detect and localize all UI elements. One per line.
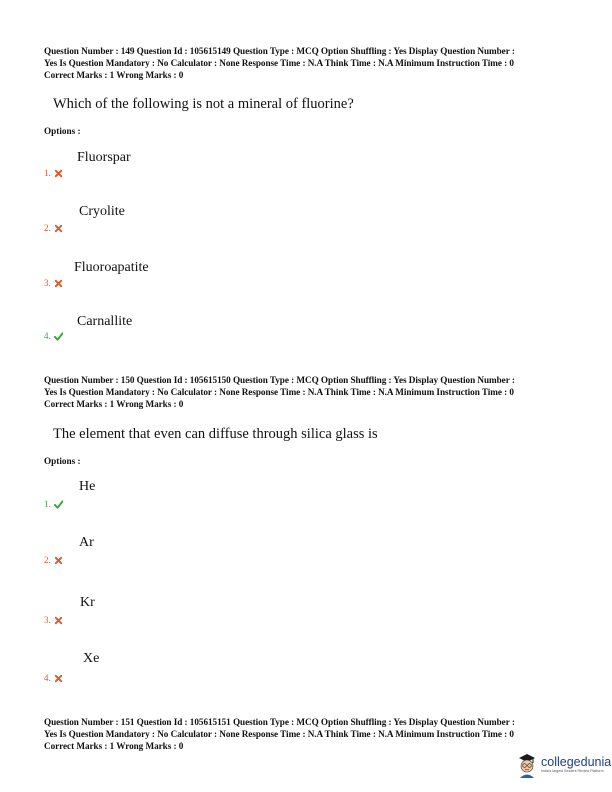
- question-151-meta: [44, 716, 574, 753]
- logo-name: collegedunia: [541, 755, 612, 769]
- meta-line: Question Number : 151 Question Id : 105615151 Question Type : MCQ Option Shuffling : Yes Display Question Number :: [44, 717, 515, 727]
- option-number: [44, 278, 63, 288]
- option-text: Kr: [80, 595, 95, 610]
- wrong-icon: [54, 556, 63, 565]
- option-number-label: 2.: [44, 555, 51, 565]
- option-number: [44, 555, 63, 565]
- option-number: [44, 331, 63, 341]
- wrong-icon: [54, 616, 63, 625]
- meta-line: Yes Is Question Mandatory : No Calculator : None Response Time : N.A Think Time : N.A Minimum Instruction Time : 0: [44, 729, 514, 740]
- options-label: Options :: [44, 126, 81, 136]
- option-text: He: [79, 479, 96, 494]
- wrong-icon: [54, 224, 63, 233]
- wrong-icon: [54, 674, 63, 683]
- option-number: [44, 615, 63, 625]
- meta-line: Question Number : 149 Question Id : 105615149 Question Type : MCQ Option Shuffling : Yes Display Question Number :: [44, 46, 515, 56]
- meta-line: Correct Marks : 1 Wrong Marks : 0: [44, 70, 184, 81]
- option-number: [44, 223, 63, 233]
- wrong-icon: [54, 279, 63, 288]
- option-number: [44, 168, 63, 178]
- option-text: Ar: [79, 535, 94, 550]
- question-150-meta: [44, 374, 574, 411]
- option-number-label: 2.: [44, 223, 51, 233]
- logo-tagline: India's largest Student Review Platform: [541, 769, 604, 773]
- option-text: Fluoroapatite: [74, 260, 149, 275]
- option-number-label: 3.: [44, 615, 51, 625]
- option-text: Fluorspar: [77, 150, 131, 165]
- mascot-icon: [516, 752, 538, 778]
- option-number-label: 4.: [44, 331, 51, 341]
- option-text: Cryolite: [79, 204, 125, 219]
- option-text: Xe: [83, 651, 100, 666]
- question-150-text: The element that even can diffuse through silica glass is: [53, 426, 378, 442]
- check-icon: [54, 500, 63, 509]
- option-text: Carnallite: [77, 314, 133, 329]
- option-number-label: 3.: [44, 278, 51, 288]
- option-number: [44, 499, 63, 509]
- question-149-text: Which of the following is not a mineral of fluorine?: [53, 96, 354, 112]
- check-icon: [54, 332, 63, 341]
- meta-line: Correct Marks : 1 Wrong Marks : 0: [44, 741, 184, 752]
- collegedunia-logo: [516, 752, 611, 778]
- options-label: Options :: [44, 456, 81, 466]
- wrong-icon: [54, 169, 63, 178]
- meta-line: Question Number : 150 Question Id : 105615150 Question Type : MCQ Option Shuffling : Yes Display Question Number :: [44, 375, 515, 385]
- meta-line: Correct Marks : 1 Wrong Marks : 0: [44, 399, 184, 410]
- option-number-label: 4.: [44, 673, 51, 683]
- question-149-meta: [44, 45, 574, 82]
- meta-line: Yes Is Question Mandatory : No Calculator : None Response Time : N.A Think Time : N.A Minimum Instruction Time : 0: [44, 58, 514, 69]
- option-number-label: 1.: [44, 168, 51, 178]
- option-number-label: 1.: [44, 499, 51, 509]
- meta-line: Yes Is Question Mandatory : No Calculator : None Response Time : N.A Think Time : N.A Minimum Instruction Time : 0: [44, 387, 514, 398]
- option-number: [44, 673, 63, 683]
